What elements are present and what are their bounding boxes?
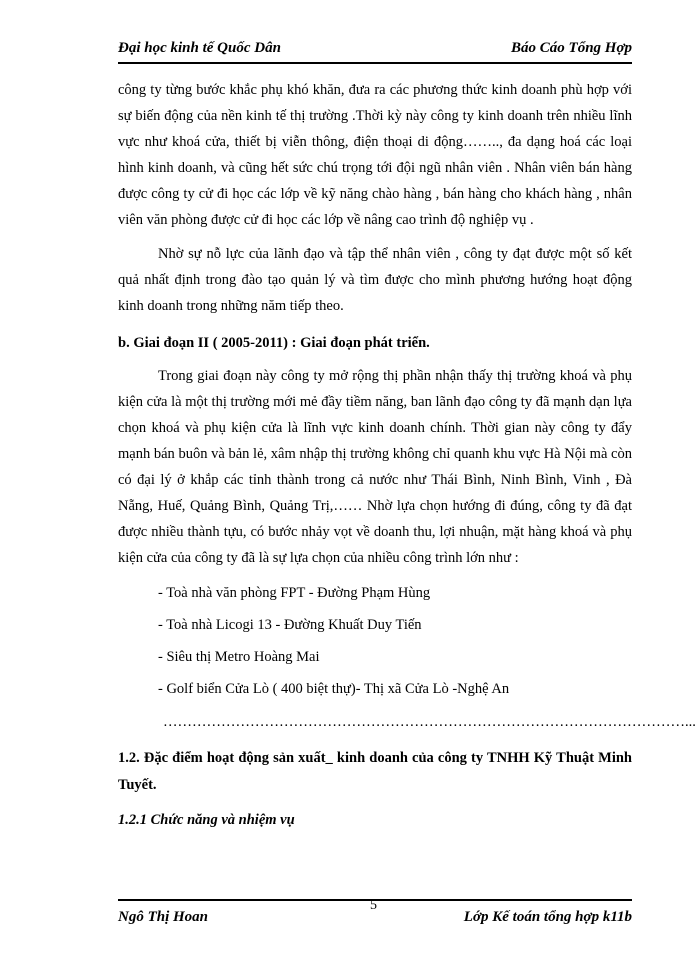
bullet-item-3: - Siêu thị Metro Hoàng Mai	[158, 649, 320, 665]
paragraph-1: công ty từng bước khắc phụ khó khăn, đưa ra các phương thức kinh doanh phù hợp với sự biến động của nền kinh tế thị trường .Thời kỳ này công ty kinh doanh trên nhiều lĩnh vực như khoá cửa, thiết bị viễn thông, điện thoại di động…….., đa dạng hoá các loại hình kinh doanh, và cũng hết sức chú trọng tới đội ngũ nhân viên . Nhân viên bán hàng được công ty cử đi học các lớp về kỹ năng chào hàng , bán hàng cho khách hàng , nhân viên văn phòng được cử đi học các lớp về nâng cao trình độ nghiệp vụ .	[118, 82, 632, 228]
paragraph-3: Trong giai đoạn này công ty mở rộng thị phần nhận thấy thị trường khoá và phụ kiện cửa là một thị trường mới mẻ đầy tiềm năng, ban lãnh đạo công ty đã mạnh dạn lựa chọn khoá và phụ kiện cửa là lĩnh vực kinh doanh chính. Thời gian này công ty đẩy mạnh bán buôn và bản lẻ, xâm nhập thị trường không chỉ quanh khu vực Hà Nội mà còn có đại lý ở khắp các tỉnh thành trong cả nước như Thái Bình, Ninh Bình, Vinh , Đà Nẵng, Huế, Quảng Bình, Quảng Trị,…… Nhờ lựa chọn hướng đi đúng, công ty đã đạt được nhiều thành tựu, có bước nhảy vọt về doanh thu, lợi nhuận, mặt hàng khoá và phụ kiện cửa của công ty đã là sự lựa chọn của nhiều công trình lớn như :	[118, 368, 632, 566]
bullet-item-4: - Golf biển Cửa Lò ( 400 biệt thự)- Thị xã Cửa Lò -Nghệ An	[158, 681, 510, 697]
footer-class: Lớp Kế toán tổng hợp k11b	[463, 909, 632, 925]
page-footer	[118, 899, 632, 931]
bullet-item-2: - Toà nhà Licogi 13 - Đường Khuất Duy Tiến	[158, 617, 422, 633]
paragraph-2: Nhờ sự nỗ lực của lãnh đạo và tập thể nhân viên , công ty đạt được một số kết quả nhất định trong đào tạo quản lý và tìm được cho mình phương hướng hoạt động kinh doanh trong những năm tiếp theo.	[118, 246, 632, 314]
section-heading-1-2-1: 1.2.1 Chức năng và nhiệm vụ	[118, 812, 295, 828]
page-header	[118, 38, 632, 64]
header-report-title: Báo Cáo Tổng Hợp	[511, 40, 632, 56]
document-body	[118, 77, 696, 846]
page-number: 5	[370, 898, 377, 913]
dotted-separator: ………………………………………………………………………………………………...	[163, 714, 696, 730]
footer-author: Ngô Thị Hoan	[118, 909, 209, 925]
section-heading-1-2: 1.2. Đặc điểm hoạt động sản xuất_ kinh doanh của công ty TNHH Kỹ Thuật Minh Tuyết.	[118, 750, 632, 793]
section-heading-b: b. Giai đoạn II ( 2005-2011) : Giai đoạn phát triển.	[118, 335, 430, 351]
bullet-item-1: - Toà nhà văn phòng FPT - Đường Phạm Hùng	[158, 585, 431, 601]
header-university: Đại học kinh tế Quốc Dân	[118, 40, 281, 56]
